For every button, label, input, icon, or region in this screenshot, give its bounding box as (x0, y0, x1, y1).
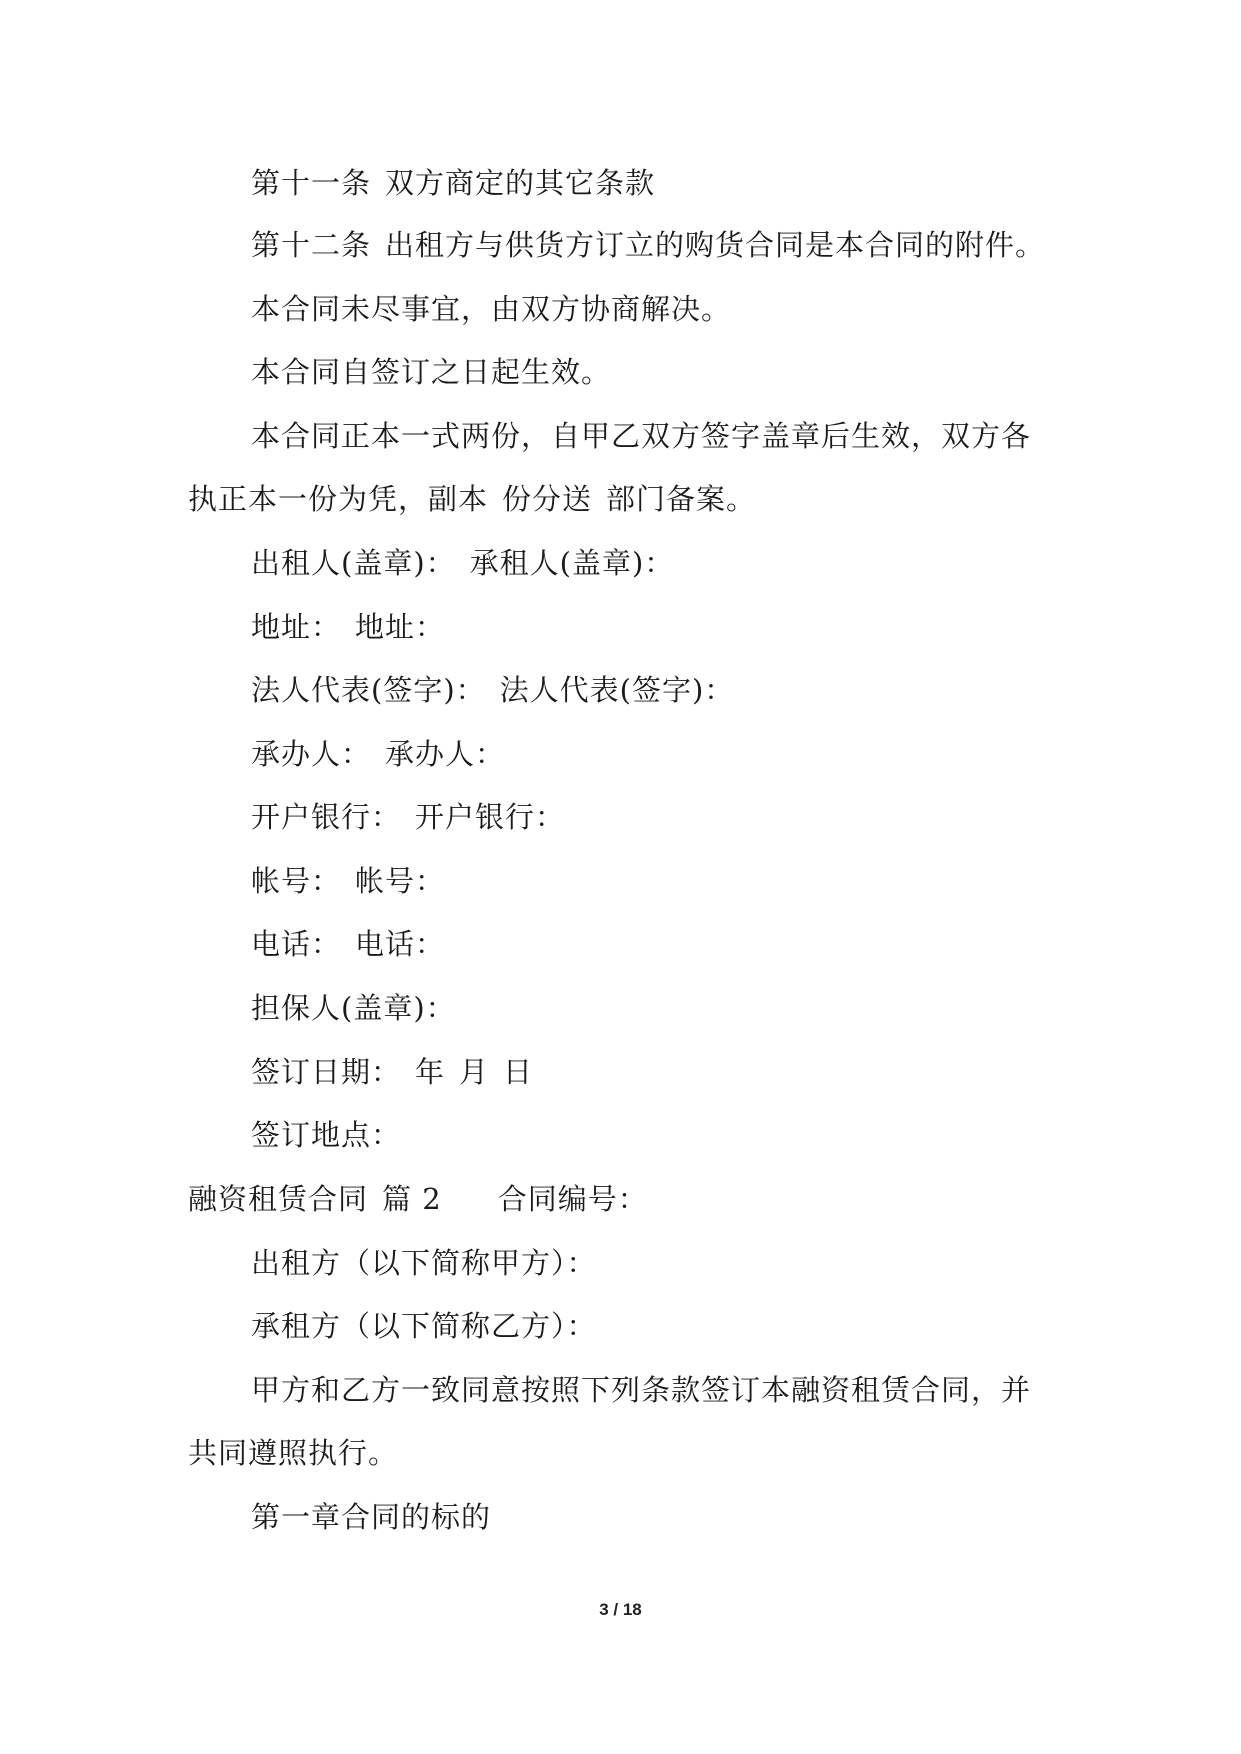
paragraph-agreement-line-1: 甲方和乙方一致同意按照下列条款签订本融资租赁合同，并 (251, 1373, 1032, 1407)
clause-12: 第十二条 出租方与供货方订立的购货合同是本合同的附件。 (251, 228, 1046, 262)
paragraph-copies-line-2: 执正本一份为凭，副本 份分送 部门备案。 (188, 482, 757, 516)
chapter-1-heading: 第一章合同的标的 (251, 1500, 492, 1534)
field-phone: 电话： 电话： (251, 927, 446, 961)
paragraph-copies-line-1: 本合同正本一式两份，自甲乙双方签字盖章后生效，双方各 (251, 419, 1032, 453)
field-handler: 承办人： 承办人： (251, 737, 506, 771)
clause-11: 第十一条 双方商定的其它条款 (251, 166, 656, 200)
field-address: 地址： 地址： (251, 610, 446, 644)
field-signing-date: 签订日期： 年 月 日 (251, 1055, 534, 1089)
paragraph-unresolved-matters: 本合同未尽事宜，由双方协商解决。 (251, 292, 732, 326)
contract-2-heading: 融资租赁合同 篇 2 合同编号： (188, 1182, 648, 1216)
field-account: 帐号： 帐号： (251, 864, 446, 898)
field-legal-representative: 法人代表(签字)： 法人代表(签字)： (251, 673, 735, 707)
field-lessor-party-a: 出租方（以下简称甲方）： (251, 1246, 597, 1280)
field-guarantor: 担保人(盖章)： (251, 991, 456, 1025)
paragraph-effective-date: 本合同自签订之日起生效。 (251, 355, 612, 389)
field-lessee-party-b: 承租方（以下简称乙方）： (251, 1309, 597, 1343)
page-number: 3 / 18 (599, 1600, 642, 1619)
field-bank: 开户银行： 开户银行： (251, 800, 566, 834)
field-signing-place: 签订地点： (251, 1118, 402, 1152)
paragraph-agreement-line-2: 共同遵照执行。 (188, 1436, 399, 1470)
signature-lessor-lessee: 出租人(盖章)： 承租人(盖章)： (251, 546, 675, 580)
